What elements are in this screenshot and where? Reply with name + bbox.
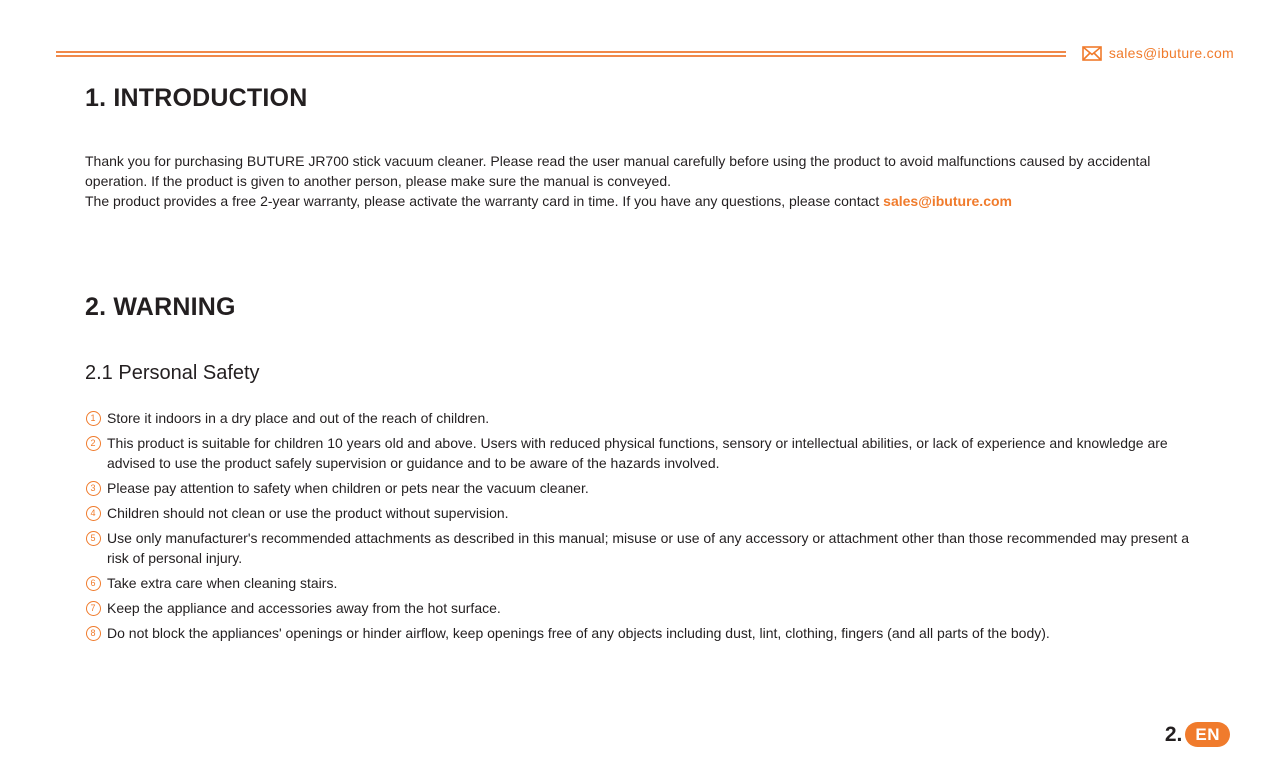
- header-divider-line: [56, 55, 1066, 57]
- section-title-warning: 2. WARNING: [85, 293, 236, 321]
- header-divider-line: [56, 51, 1066, 53]
- list-item: [85, 623, 1205, 643]
- page-number: [1165, 722, 1230, 747]
- list-item-text: Take extra care when cleaning stairs.: [107, 575, 338, 591]
- item-number-badge: 3: [85, 478, 101, 498]
- list-item-text: This product is suitable for children 10 years old and above. Users with reduced physical functions, sensory or intellectual abilities, or lack of experience and knowledge are advised to use the product safely supervision or guidance and to be aware of the hazards involved.: [107, 435, 1168, 471]
- list-item-text: Children should not clean or use the product without supervision.: [107, 505, 509, 521]
- list-item: [85, 478, 1205, 498]
- list-item-text: Do not block the appliances' openings or hinder airflow, keep openings free of any objects including dust, lint, clothing, fingers (and all parts of the body).: [107, 625, 1050, 641]
- envelope-icon: [1082, 46, 1102, 61]
- warranty-paragraph: [85, 191, 1205, 211]
- section-title-introduction: 1. INTRODUCTION: [85, 84, 308, 112]
- item-number-badge: 1: [85, 408, 101, 428]
- list-item: [85, 528, 1205, 568]
- item-number-badge: 5: [85, 528, 101, 548]
- subsection-title-personal-safety: 2.1 Personal Safety: [85, 362, 260, 384]
- warranty-text: The product provides a free 2-year warranty, please activate the warranty card in time. If you have any questions, please contact: [85, 193, 884, 209]
- item-number-badge: 4: [85, 503, 101, 523]
- list-item-text: Store it indoors in a dry place and out of the reach of children.: [107, 410, 490, 426]
- item-number-badge: 6: [85, 573, 101, 593]
- item-number-badge: 7: [85, 598, 101, 618]
- list-item: [85, 573, 1205, 593]
- list-item: [85, 433, 1205, 473]
- introduction-paragraph: Thank you for purchasing BUTURE JR700 stick vacuum cleaner. Please read the user manual carefully before using the product to avoid malfunctions caused by accidental operation. If the product is given to another person, please make sure the manual is conveyed.: [85, 153, 1151, 189]
- list-item: [85, 598, 1205, 618]
- language-badge: EN: [1185, 722, 1230, 747]
- header-email-text: sales@ibuture.com: [1108, 45, 1234, 61]
- contact-email-link[interactable]: sales@ibuture.com: [883, 193, 1012, 209]
- header-email[interactable]: [1082, 45, 1234, 61]
- introduction-text: [85, 151, 1205, 211]
- item-number-badge: 8: [85, 623, 101, 643]
- list-item-text: Please pay attention to safety when children or pets near the vacuum cleaner.: [107, 480, 589, 496]
- list-item: [85, 503, 1205, 523]
- item-number-badge: 2: [85, 433, 101, 453]
- list-item: [85, 408, 1205, 428]
- list-item-text: Use only manufacturer's recommended attachments as described in this manual; misuse or use of any accessory or attachment other than those recommended may present a risk of personal injury.: [107, 530, 1189, 566]
- page-number-text: 2.: [1164, 722, 1183, 746]
- list-item-text: Keep the appliance and accessories away from the hot surface.: [107, 600, 501, 616]
- safety-list: [85, 408, 1205, 643]
